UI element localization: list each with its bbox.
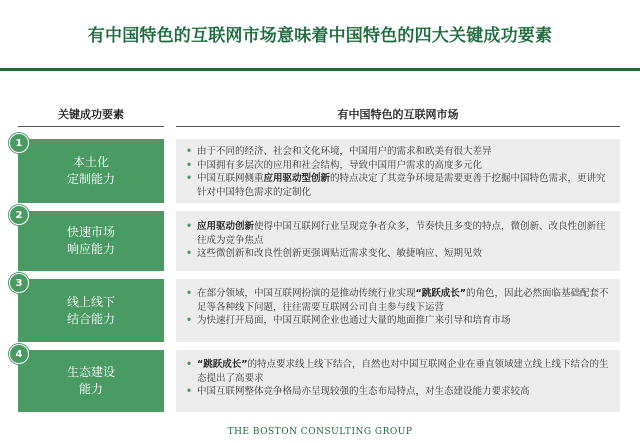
factor-box-2 bbox=[18, 211, 164, 271]
factor-description-1 bbox=[176, 139, 620, 203]
factor-description-3 bbox=[176, 279, 620, 342]
column-header-factors: 关键成功要素 bbox=[58, 108, 124, 121]
factor-label-line2: 定制能力 bbox=[66, 172, 115, 186]
bullet-text: 在部分领域，中国互联网扮演的是推动传统行业实现 bbox=[197, 288, 416, 299]
factor-label-line1: 生态建设 bbox=[66, 365, 115, 379]
bullet-text: 中国互联网侧重 bbox=[197, 173, 264, 184]
factor-number-badge: 1 bbox=[9, 133, 29, 153]
page-title: 有中国特色的互联网市场意味着中国特色的四大关键成功要素 bbox=[87, 25, 553, 46]
bullet-emphasis: “跳跃成长” bbox=[197, 359, 248, 370]
list-item bbox=[186, 172, 610, 199]
list-item bbox=[186, 358, 610, 385]
factor-row-3 bbox=[15, 277, 620, 342]
bullet-emphasis: 应用驱动创新 bbox=[197, 221, 255, 232]
factor-row-2 bbox=[15, 209, 620, 271]
header-divider-left bbox=[18, 126, 164, 127]
factor-row-1 bbox=[15, 137, 620, 203]
factor-label-line2: 结合能力 bbox=[66, 311, 115, 326]
factor-number-badge: 4 bbox=[9, 344, 29, 364]
title-divider bbox=[0, 68, 640, 71]
list-item: • 这些微创新和改良性创新更强调贴近需求变化、敏捷响应、短期见效 bbox=[186, 247, 610, 261]
factor-box-3 bbox=[18, 279, 164, 342]
factor-label-line1: 快速市场 bbox=[66, 225, 115, 239]
factor-label-line2: 能力 bbox=[78, 382, 103, 396]
list-item bbox=[186, 287, 610, 314]
factor-description-2 bbox=[176, 211, 620, 271]
factor-description-4 bbox=[176, 350, 620, 412]
footer-logo-text: THE BOSTON CONSULTING GROUP bbox=[227, 427, 413, 437]
factor-label-line1: 本土化 bbox=[72, 155, 109, 169]
factor-box-4 bbox=[18, 350, 164, 412]
column-header-market: 有中国特色的互联网市场 bbox=[337, 108, 459, 121]
bullet-emphasis: “跳跃成长” bbox=[415, 288, 467, 299]
list-item: • 中国互联网整体竞争格局亦呈现较强的生态布局特点，对生态建设能力要求较高 bbox=[186, 385, 610, 399]
factor-label-line2: 响应能力 bbox=[66, 242, 115, 256]
list-item bbox=[186, 220, 610, 247]
list-item: • 中国拥有多层次的应用和社会结构，导致中国用户需求的高度多元化 bbox=[186, 159, 610, 173]
list-item: • 由于不同的经济、社会和文化环境，中国用户的需求和欧美有很大差异 bbox=[186, 145, 610, 159]
header-divider-right bbox=[176, 126, 620, 127]
factor-box-1 bbox=[18, 139, 164, 203]
list-item: • 为快速打开局面，中国互联网企业也通过大量的地面推广来引导和培育市场 bbox=[186, 314, 610, 328]
bullet-text: 的特点决定了其竞争环境是需要更善于挖掘中国特色需求，更讲究针对中国特色需求的定制化 bbox=[197, 173, 606, 198]
bullet-text: 的特点要求线上线下结合，自然也对中国互联网企业在垂直领域建立线上线下结合的生态提出了高要求 bbox=[197, 359, 609, 384]
bullet-text: 使得中国互联网行业呈现竞争者众多，节奏快且多变的特点，微创新、改良性创新往往成为竞争焦点 bbox=[197, 221, 606, 246]
bullet-emphasis: 应用驱动型创新 bbox=[263, 173, 331, 184]
factor-label-line1: 线上线下 bbox=[66, 294, 115, 309]
factor-number-badge: 2 bbox=[9, 205, 29, 225]
factor-row-4 bbox=[15, 348, 620, 412]
factor-number-badge: 3 bbox=[9, 273, 29, 293]
bullet-text: 的角色，因此必然面临基础配套不足等各种线下问题，往往需要互联网公司自主参与线下运营 bbox=[197, 288, 609, 313]
